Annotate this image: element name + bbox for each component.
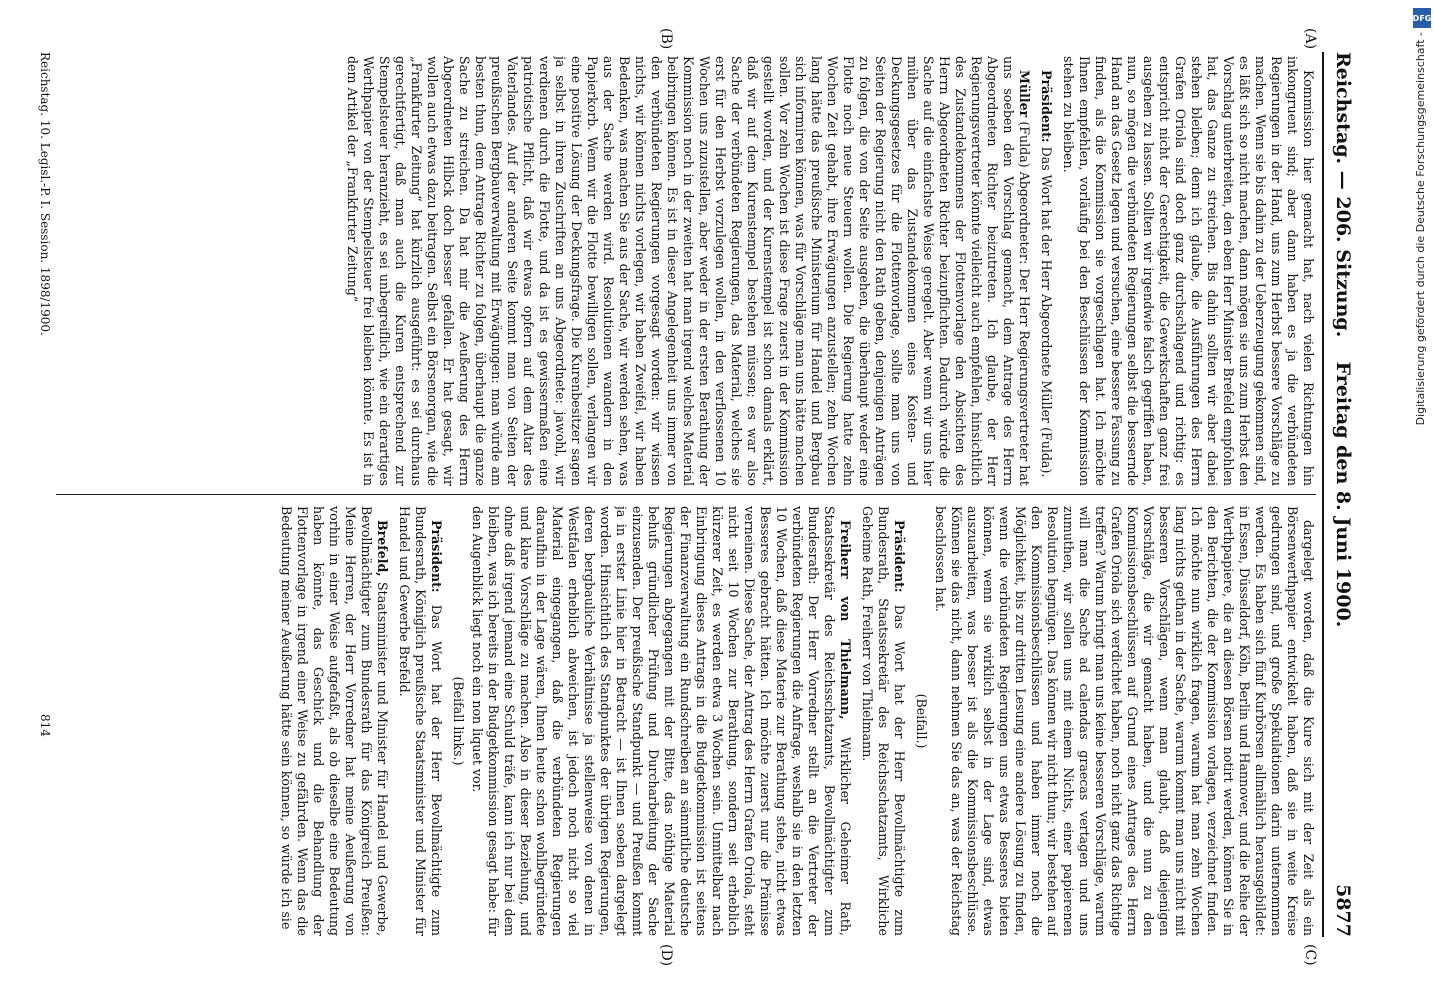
header-date: Freitag den 8. Juni 1900. <box>1332 361 1354 628</box>
speech-paragraph <box>469 506 853 936</box>
interjection: (Beifall.) <box>914 693 929 749</box>
speech-text: (Fulda) Abgeordneter: Der Herr Regierungsvertreter hat uns soeben den Vorschlag gemacht, dem Antrage des Herrn Abgeordneten Richter beizutreten. Ich glaube, der Herr Regierungsvertreter könnte vielleicht auch empfehlen, hinsichtlich des Zustandekommens der Flottenvorlage den Absichten des Herrn Abgeordneten Richter beizupflichten. Dadurch würde die Sache auf die einfachste Weise geregelt. Aber wenn wir uns hier mühen über das Zustandekommen eines Kosten- und Deckungsgesetzes für die Flottenvorlage, sollte man uns von Seiten der Regierung nicht den Rath geben, denjenigen Anträgen zu folgen, die von der Seite ausgehen, die überhaupt weder eine Flotte noch neue Steuern wollen. Die Regierung hatte zehn Wochen Zeit gehabt, ihre Erwägungen anzustellen; zehn Wochen lang hätte das preußische Ministerium für Handel und Bergbau sich informiren können, was für Vorschläge man uns hätte machen sollen. Vor zehn Wochen ist diese Frage zuerst in der Kommission gestellt worden, und der Kurenstempel ist schon damals erklärt, daß wir auf dem Kurenstempel bestehen müssen; es war also Sache der verbündeten Regierungen, das Material, welches sie erst für den Herbst vorzulegen wollen, in den verflossenen 10 Wochen uns zuzustellen, aber weder in der ersten Berathung der Kommission noch in der zweiten hat man irgend welches Material beibringen können. Es ist in dieser Angelegenheit uns immer von den verbündeten Regierungen vorgesagt worden: wir wissen nichts, wir können nichts vorlegen, wir haben Zweifel, wir haben Bedenken, was machen Sie aus der Sache, wir werden sehen, was aus der Sache werden wird. Resolutionen wandern in den Papierkorb. Wenn wir die Flotte bewilligen sollen, verlangen wir eine positive Lösung der Deckungsfrage. Die Kurenbesitzer sagen ja selbst in ihren Zuschriften an uns Abgeordnete: jawohl, wir verdienen durch die Flotte, und da ist es gewissermaßen eine patriotische Pflicht, daß wir etwas opfern auf dem Altar des Vaterlandes. Auf der anderen Seite kommt man von Seiten der preußischen Bergbauverwaltung mit Erwägungen: man würde am besten thun, dem Antrage Richter zu folgen, überhaupt die ganze Sache zu streichen. Da hat mir die Aeußerung des Herrn Abgeordneten Hilbck doch besser gefallen. Er hat gesagt, wir wollen auch etwas dazu beitragen. Selbst ein Börsenorgan, wie die „Frankfurter Zeitung“ hat kürzlich ausgeführt: es sei durchaus gerechtfertigt, daß man auch die Kuren entsprechend zur Stempelsteuer heranzieht, es sei unbegreiflich, wie ein derartiges Werthpapier von der Stempelsteuer frei bleiben könnte. Es ist in dem Artikel der „Frankfurter Zeitung“ <box>345 56 1032 486</box>
margin-mark-d: (D) <box>658 944 674 967</box>
dfg-logo: DFG <box>1413 8 1431 28</box>
speaker-name: Müller <box>1017 70 1032 118</box>
speech-text: Das Wort hat der Herr Bevollmächtigte zum Bundesrath, Staatssekretär des Reichsschatzamts, Wirkliche Geheime Rath, Freiherr von Thielmann. <box>860 506 907 936</box>
speaker-name: Präsident: <box>1039 70 1054 143</box>
page-footer: Reichstag. 10. Legisl.-P. I. Session. 1898/1900. <box>38 52 52 336</box>
speaker-name: Brefeld, <box>375 520 390 577</box>
text-paragraph: dargelegt worden, daß die Kure sich mit der Zeit als ein Börsenwerthpapier entwickelt haben, daß sie in weite Kreise gedrungen sind, und große Spekulationen darin unternommen werden. Es haben sich fünf Kurbörsen allmählich herausgebildet: in Essen, Düsseldorf, Köln, Berlin und Hannover, und die Reihe der Werthpapiere, die an diesen Börsen notirt werden, können Sie in den Berichten, die der Kommission vorlagen, verzeichnet finden. Ich möchte nun wirklich fragen, warum hat man zehn Wochen lang nichts gethan in der Sache, warum kommt man uns nicht mit besseren Vorschlägen, wenn man glaubt, daß diejenigen Vorschläge, die wir gemacht haben, und die nun zu den Kommissionsbeschlüssen auf Grund eines Antrages des Herrn Grafen Oriola sich verdichtet haben, noch nicht ganz das Richtige treffen? Warum bringt man uns keine besseren Vorschläge, warum will man die Sache ad calendas graecas vertagen und uns zumuthen, wir sollen uns mit einem Nichts, einer papierenen Resolution begnügen. Das können wir nicht thun; wir bestehen auf den Kommissionsbeschlüssen und haben immer noch die Möglichkeit, bis zur dritten Lesung eine andere Lösung zu finden, wenn die verbündeten Regierungen uns etwas Besseres bieten können, wenn sie wirklich selbst in der Lage sind, etwas auszuarbeiten, was besser ist als die Kommissionsbeschlüsse. Können sie das nicht, dann nehmen Sie das an, was der Reichstag beschlossen hat. <box>933 506 1316 936</box>
page-header <box>1328 52 1354 937</box>
speech-paragraph <box>1038 56 1054 486</box>
margin-mark-a: (A) <box>1302 28 1318 50</box>
column-divider <box>56 494 1316 495</box>
right-column <box>56 506 1316 936</box>
speech-paragraph <box>859 506 907 936</box>
margin-mark-b: (B) <box>658 28 674 50</box>
speech-paragraph <box>396 506 444 936</box>
left-column <box>56 56 1316 486</box>
text-paragraph: Kommission hier gemacht hat, nach vielen Richtungen hin inkongruent sind; aber dann haben es ja die verbündeten Regierungen in der Hand, uns zum Herbst bessere Vorschläge zu machen. Wenn sie bis dahin zu der Ueberzeugung gekommen sind, es läßt sich so nicht machen, dann mögen sie uns zum Herbst den Vorschlag unterbreiten, den eben Herr Minister Brefeld empfohlen hat, das Ganze zu streichen. Bis dahin sollten wir aber dabei stehen bleiben; denn ich glaube, die Ausführungen des Herrn Grafen Oriola sind doch ganz durchschlagend und richtig: es entspricht nicht der Gerechtigkeit, die Gewerkschaften ganz frei ausgehen zu lassen. Sollten wir irgendwie falsch gegriffen haben, nun, so mögen die verbündeten Regierungen selbst die bessernde Hand an das Gesetz legen und versuchen, eine bessere Fassung zu finden, als die Kommission sie vorgeschlagen hat. Ich möchte Ihnen empfehlen, vorläufig bei den Beschlüssen der Kommission stehen zu bleiben. <box>1061 56 1316 486</box>
dfg-watermark <box>1412 8 1432 608</box>
speech-text: Das Wort hat der Herr Abgeordnete Müller (Fulda). <box>1039 142 1054 478</box>
sheet-number: 814 <box>38 714 52 737</box>
interjection: (Beifall links.) <box>451 676 466 766</box>
speech-text: Staatsminister und Minister für Handel und Gewerbe, Bevollmächtigter zum Bundesrath für das Königreich Preußen: Meine Herren, der Herr Vorredner hat meine Aeußerung von vorhin in einer Weise aufgefaßt, als ob dieselbe eine Bedeutung haben könnte, das Geschick und die Behandlung der Flottenvorlage in irgend einer Weise zu gefährden. Wenn das die Bedeutung meiner Aeußerung hätte sein können, so würde ich sie <box>279 506 390 936</box>
speech-text: Das Wort hat der Herr Bevollmächtigte zum Bundesrath, Königlich preußische Staatsminister und Minister für Handel und Gewerbe Brefeld. <box>397 506 444 936</box>
speaker-name: Präsident: <box>429 520 444 593</box>
speaker-name: Freiherr von Thielmann, <box>838 520 853 720</box>
margin-mark-c: (C) <box>1302 944 1318 966</box>
header-rule <box>1322 52 1324 937</box>
speech-paragraph <box>278 506 390 936</box>
header-session: Reichstag. — 206. Sitzung. <box>1332 52 1354 338</box>
dfg-watermark-text: Digitalisierung gefördert durch die Deutsche Forschungsgemeinschaft - <box>1414 32 1427 426</box>
speaker-name: Präsident: <box>892 520 907 593</box>
speech-paragraph <box>344 56 1032 486</box>
speech-text: Wirklicher Geheimer Rath, Staatssekretär des Reichsschatzamts, Bevollmächtigter zum Bundesrath: Der Herr Vorredner stellt an die Vertreter der verbündeten Regierungen die Anfrage, weshalb sie in den letzten 10 Wochen, daß diese Materie zur Berathung stehe, nicht etwas Besseres gebracht hätten. Ich möchte zuerst nur die Prämisse verneinen. Diese Sache, der Antrag des Herrn Grafen Oriola, steht nicht seit 10 Wochen zur Berathung, sondern seit erheblich kürzerer Zeit, es werden etwa 3 Wochen sein. Unmittelbar nach Einbringung dieses Antrags in die Budgetkommission ist seitens der Finanzverwaltung ein Rundschreiben an sämmtliche deutsche Regierungen abgegangen mit der Bitte, das nöthige Material behufs gründlicher Prüfung und Durcharbeitung der Sache einzusenden. Der preußische Standpunkt — und Preußen kommt ja in erster Linie hier in Betracht — ist Ihnen soeben dargelegt worden. Hinsichtlich des Standpunktes der übrigen Regierungen, deren bergbauliche Verhältnisse ja stellenweise von denen in Westfalen erheblich abweichen, ist jedoch noch nicht so viel Material eingegangen, daß die verbündeten Regierungen daraufhin in der Lage wären, Ihnen heute schon wohlbegründete und klare Vorschläge zu machen. Also in dieser Beziehung, und ohne daß irgend jemand eine Schuld träfe, kann ich nur bei dem bleiben, was ich bereits in der Budgetkommission gesagt habe: für den Augenblick liegt noch ein non liquet vor. <box>470 506 853 936</box>
page-number: 5877 <box>1332 884 1354 937</box>
